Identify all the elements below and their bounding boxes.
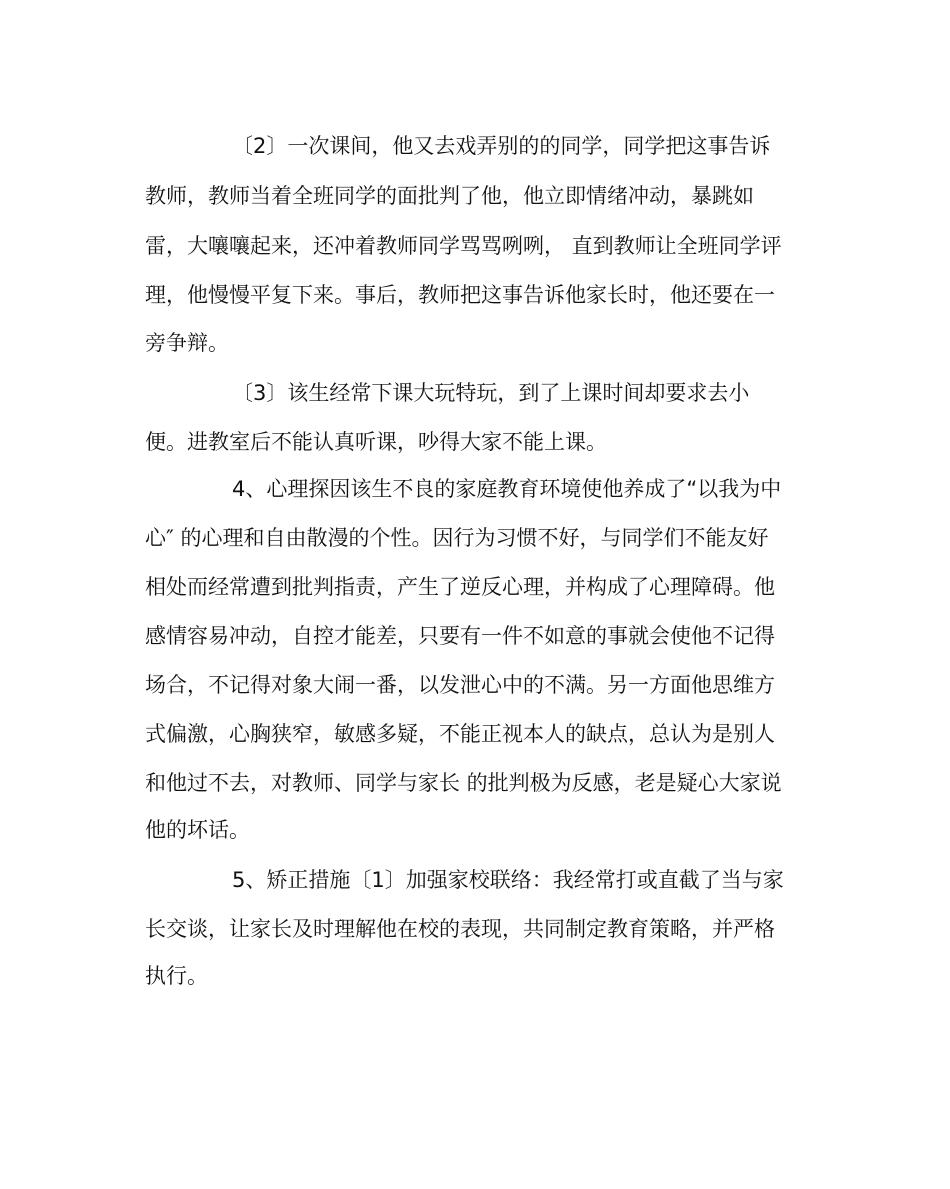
text-line: 相处而经常遭到批判指责，产生了逆反心理，并构成了心理障碍。他 [145,575,775,599]
text-line: 教师，教师当着全班同学的面批判了他，他立即情绪冲动，暴跳如 [145,184,754,208]
text-line: 便。进教室后不能认真听课，吵得大家不能上课。 [145,430,607,454]
text-line: 和他过不去，对教师、同学与家长 的批判极为反感，老是疑心大家说 [145,771,782,795]
text-line: 场合，不记得对象大闹一番，以发泄心中的不满。另一方面他思维方 [145,673,775,697]
text-line: 心″ 的心理和自由散漫的个性。因行为习惯不好，与同学们不能友好 [145,526,769,550]
text-line: 5、矫正措施〔1〕加强家校联络：我经常打或直截了当与家 [232,868,784,892]
text-line: 式偏激，心胸狭窄，敏感多疑，不能正视本人的缺点，总认为是别人 [145,722,775,746]
text-line: 雷，大嚷嚷起来，还冲着教师同学骂骂咧咧， 直到教师让全班同学评 [145,234,782,258]
text-line: 〔3〕该生经常下课大玩特玩，到了上课时间却要求去小 [232,381,750,405]
text-line: 〔2〕一次课间，他又去戏弄别的的同学，同学把这事告诉 [232,134,771,158]
text-line: 理，他慢慢平复下来。事后，教师把这事告诉他家长时，他还要在一 [145,283,775,307]
text-line: 他的坏话。 [145,818,250,842]
text-line: 感情容易冲动，自控才能差，只要有一件不如意的事就会使他不记得 [145,624,775,648]
text-line: 执行。 [145,964,208,988]
text-line: 长交谈，让家长及时理解他在校的表现，共同制定教育策略，并严格 [145,917,775,941]
text-line: 4、心理探因该生不良的家庭教育环境使他养成了“以我为中 [232,477,782,501]
text-line: 旁争辩。 [145,331,229,355]
